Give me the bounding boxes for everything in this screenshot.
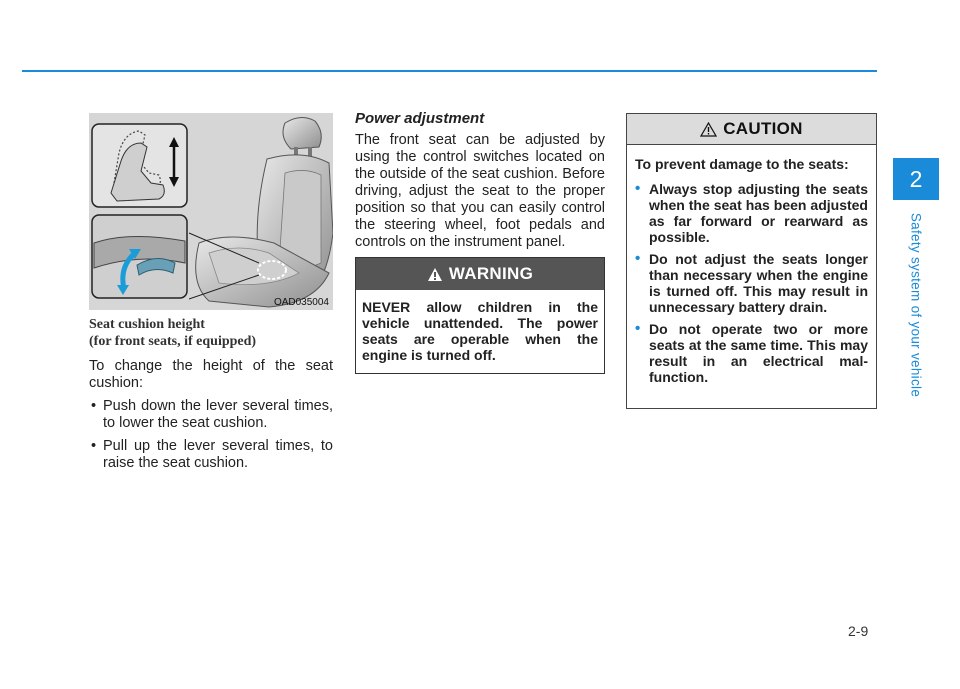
- seat-cushion-intro: To change the height of the seat cushion:: [89, 358, 333, 391]
- warning-label: WARNING: [448, 264, 534, 283]
- caution-box: [626, 113, 877, 409]
- caution-intro: To prevent damage to the seats:: [635, 156, 849, 172]
- warning-triangle-icon: [427, 267, 443, 282]
- chapter-title: Safety system of your vehicle: [908, 212, 924, 398]
- caution-triangle-icon: [700, 122, 717, 137]
- list-item: • Do not operate two or more seats at the same time. This may result in an electrical mal-function.: [635, 321, 868, 385]
- caution-body: [627, 145, 876, 385]
- seat-cushion-section: [89, 316, 333, 478]
- warning-box: [355, 257, 605, 374]
- caution-label: CAUTION: [723, 119, 803, 138]
- chapter-number-tab[interactable]: 2: [893, 158, 939, 200]
- warning-text: NEVER allow children in the vehicle unattended. The power seats are operable when the engine is turned off.: [362, 299, 598, 363]
- power-adjustment-body: The front seat can be adjusted by using the control switches located on the outside of the seat cushion. Before driving, adjust the seat to the proper position so that you can easily control the steering wheel, foot pedals and controls on the instrument panel.: [355, 132, 605, 250]
- header-rule: [22, 70, 877, 72]
- figure-code: OAD035004: [273, 297, 329, 308]
- power-adjustment-section: [355, 110, 605, 251]
- seat-illustration: [89, 113, 333, 310]
- caution-header: [627, 114, 876, 145]
- warning-header: [356, 258, 604, 290]
- seat-cushion-heading-line2: (for front seats, if equipped): [89, 334, 257, 349]
- seat-cushion-heading-line1: Seat cushion height: [89, 317, 205, 332]
- seat-adjustment-figure: [89, 113, 333, 310]
- list-item: • Push down the lever several times, to lower the seat cushion.: [89, 398, 333, 432]
- page-number: 2-9: [848, 623, 869, 639]
- power-adjustment-title: Power adjustment: [355, 110, 485, 127]
- seat-cushion-bullets: [89, 398, 333, 472]
- list-item: • Always stop adjusting the seats when the seat has been adjusted as far forward or rearward as possible.: [635, 181, 868, 245]
- list-item: • Do not adjust the seats longer than necessary when the engine is turned off. This may result in unnecessary battery drain.: [635, 251, 868, 315]
- seat-cushion-heading: [89, 316, 333, 350]
- caution-list: [635, 181, 868, 385]
- list-item: • Pull up the lever several times, to raise the seat cushion.: [89, 438, 333, 472]
